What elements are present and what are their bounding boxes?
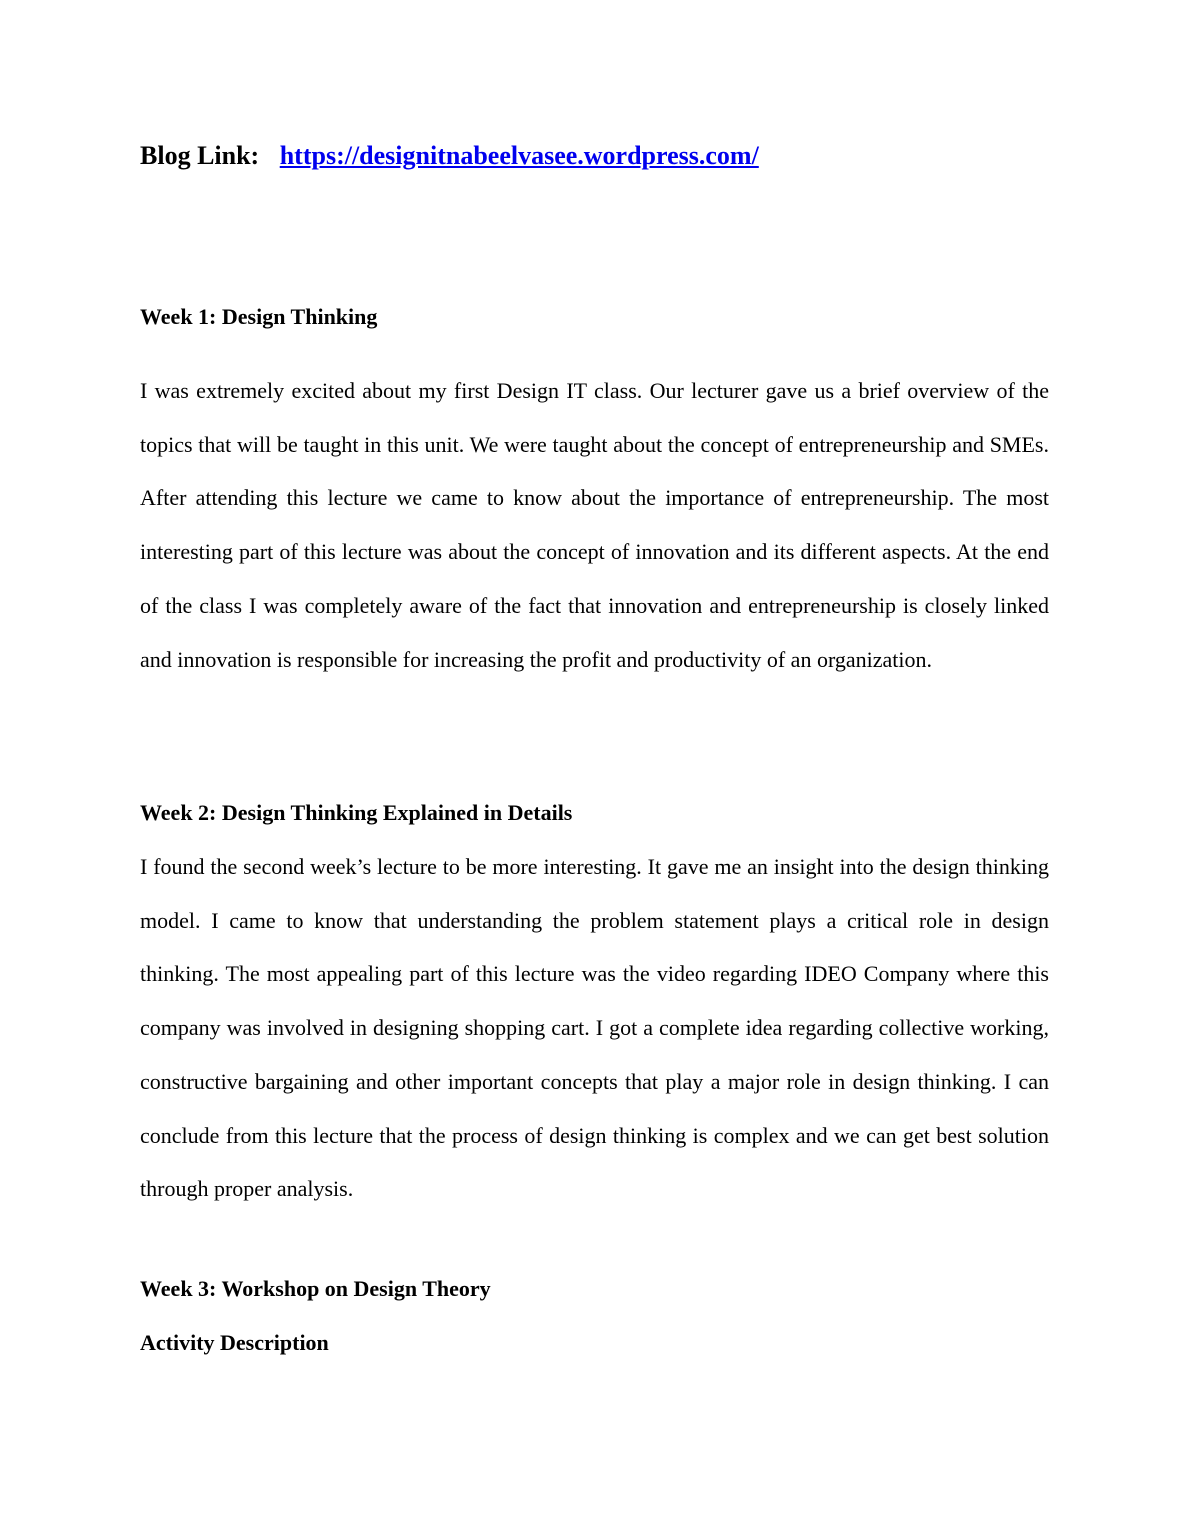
week-2-paragraph: I found the second week’s lecture to be more interesting. It gave me an insight into the design thinking model. I came to know that understanding the problem statement plays a critical role in design thinking. The most appealing part of this lecture was the video regarding IDEO Company where this company was involved in designing shopping cart. I got a complete idea regarding collective working, constructive bargaining and other important concepts that play a major role in design thinking. I can conclude from this lecture that the process of design thinking is complex and we can get best solution through proper analysis. (140, 854, 1049, 1202)
week-1-heading: Week 1: Design Thinking (140, 304, 378, 329)
blog-link-line (140, 138, 759, 174)
blog-link[interactable]: https://designitnabeelvasee.wordpress.com/ (279, 141, 759, 170)
week-3-heading: Week 3: Workshop on Design Theory (140, 1276, 491, 1301)
activity-description-heading: Activity Description (140, 1330, 329, 1355)
blog-link-label: Blog Link: (140, 141, 260, 170)
week-2-heading: Week 2: Design Thinking Explained in Details (140, 800, 573, 825)
week-1-paragraph: I was extremely excited about my first Design IT class. Our lecturer gave us a brief overview of the topics that will be taught in this unit. We were taught about the concept of entrepreneurship and SMEs. After attending this lecture we came to know about the importance of entrepreneurship. The most interesting part of this lecture was about the concept of innovation and its different aspects. At the end of the class I was completely aware of the fact that innovation and entrepreneurship is closely linked and innovation is responsible for increasing the profit and productivity of an organization. (140, 378, 1049, 672)
